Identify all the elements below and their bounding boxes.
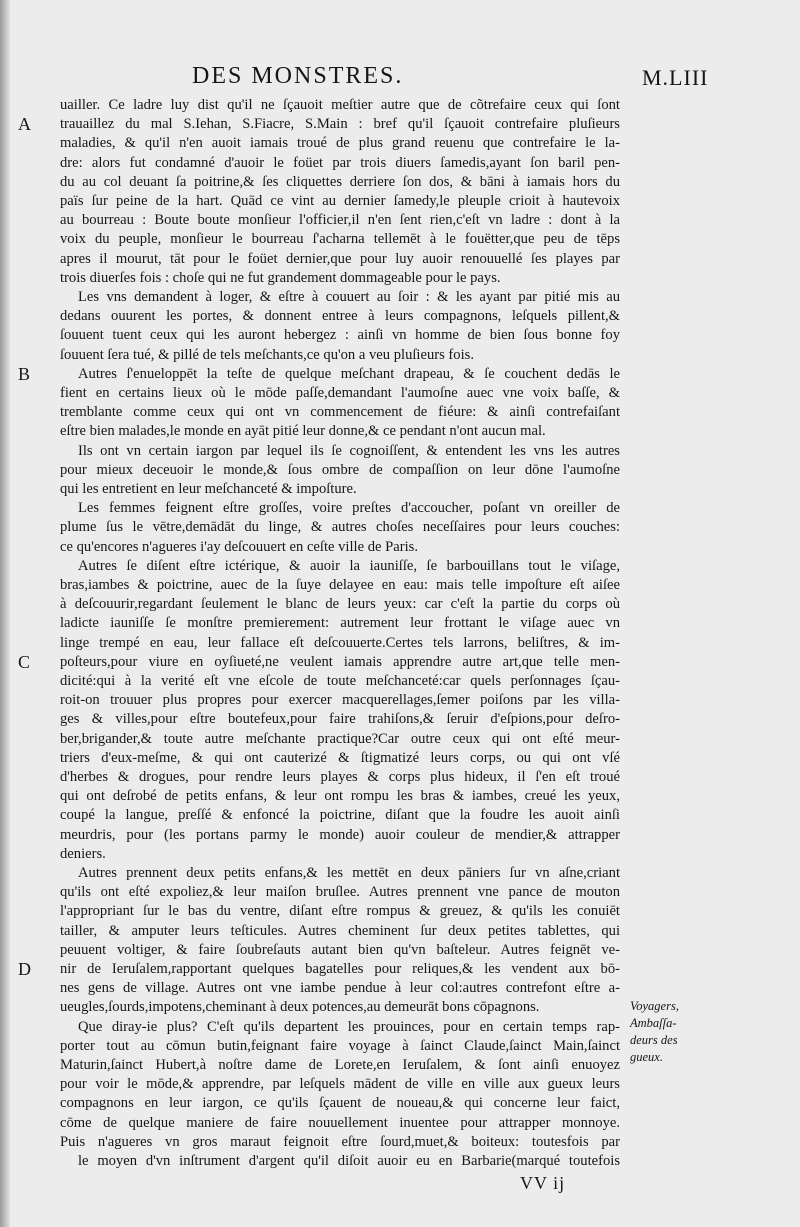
text-line: à deſcouurir,regardant ſeulement le blanc de leurs yeux: car c'eſt la partie du corps où	[60, 596, 620, 613]
text-line: pour mieux deceuoir le monde,& ſous ombre de compaſſion on leur dōne l'aumoſne	[60, 461, 620, 478]
text-line: triers d'eux-meſme, & qui ont cauterizé & ſtigmatizé leurs corps, ou qui ont vſé	[60, 749, 620, 766]
text-line: meurdris, pour (les portans parmy le monde) auoir couleur de mendier,& attrapper	[60, 826, 620, 843]
text-line: nes gens de village. Autres ont vne iambe pendue à leur col:autres contrefont eſtre a-	[60, 980, 620, 997]
text-line: dre: alors fut condamné d'auoir le foüet par trois diuers ſamedis,ayant ſon baril pen-	[60, 154, 620, 171]
folio-number: M.LIII	[642, 65, 709, 90]
marginal-note-line: Voyagers,	[630, 999, 679, 1014]
text-line: ges & villes,pour eſtre boutefeux,pour faire trahiſons,& ſeruir d'eſpions,pour deſro-	[60, 711, 620, 728]
text-line: nir de Ieruſalem,rapportant quelques bagatelles pour reliques,& les vendent aux bō-	[60, 961, 620, 977]
text-line: ber,brigander,& toute autre meſchante practique?Car outre ceux qui ont eſté meur-	[60, 730, 620, 747]
text-line: Ils ont vn certain iargon par lequel ils ſe cognoiſſent, & entendent les vns les autres	[78, 442, 620, 459]
text-line: dicité:qui à la verité eſt vne eſcole de toute meſchanceté:car quels perſonnages ſçau-	[60, 673, 620, 689]
text-line: du au col deuant ſa poitrine,& ſes cliquettes derriere ſon dos, & bāni à iamais hors du	[60, 173, 620, 190]
text-line: ce qu'encores n'agueres i'ay deſcouuert en ceſte ville de Paris.	[60, 538, 418, 555]
marginal-note-line: deurs des	[630, 1033, 678, 1048]
text-line: d'herbes & drogues, pour rendre leurs playes & corps plus hideux, il ſ'en eſt troué	[60, 769, 620, 785]
text-line: Puis n'agueres vn gros maraut feignoit eſtre ſourd,muet,& boiteux: toutesfois par	[60, 1133, 620, 1150]
text-line: qui les entretient en leur meſchanceté & impoſture.	[60, 481, 357, 497]
text-line: plume ſus le vētre,demādāt du linge, & autres choſes neceſſaires pour leurs couches:	[60, 519, 620, 536]
text-line: ladicte iauniſſe ſe monſtre premierement: autrement leur frottant le viſage auec vn	[60, 615, 620, 632]
text-line: Autres ſe diſent eſtre ictérique, & auoir la iauniſſe, ſe barbouillans tout le viſage,	[78, 557, 620, 574]
text-line: trauaillez du mal S.Iehan, S.Fiacre, S.Main : bref qu'il ſçauoit contrefaire pluſieurs	[60, 116, 620, 133]
text-line: compagnons en leur iargon, ce qu'ils ſçauent de noueau,& qui concerne leur faict,	[60, 1095, 620, 1112]
text-line: Que diray-ie plus? C'eſt qu'ils departent les prouinces, pour en certain temps rap-	[78, 1018, 620, 1035]
text-line: Autres ſ'enueloppēt la teſte de quelque meſchant drapeau, & ſe couchent dedās le	[78, 365, 620, 382]
marginal-note	[630, 998, 790, 1066]
text-line: bras,iambes & poictrine, auec de la ſuye delayee en eau: mais telle impoſture eſt aiſee	[60, 577, 620, 593]
running-title: DES MONSTRES.	[192, 63, 404, 89]
margin-letter-a: A	[18, 114, 31, 135]
margin-letter-b: B	[18, 363, 31, 384]
margin-letter-d: D	[18, 959, 31, 979]
text-line: le moyen d'vn inſtrument d'argent qu'il diſoit auoir eu en Barbarie(marqué toutefois	[78, 1153, 620, 1169]
text-line: au bourreau : Boute boute monſieur l'officier,il n'en ſent rien,c'eſt vn ladre : dont à la	[60, 212, 620, 229]
text-line: qu'ils ont eſté expoliez,& leur maiſon bruſlee. Autres prennent vne pance de mouton	[60, 884, 620, 901]
text-line: roit-on trouuer plus propres pour exercer macquerellages,ſemer poiſons par les villa-	[60, 692, 620, 709]
text-line: tailler, & amputer leurs teſticules. Autres cheminent ſur deux petites tablettes, qui	[60, 922, 620, 939]
text-line: ſouuent ſera tué, & pillé de tels meſchants,ce qu'on a veu pluſieurs fois.	[60, 346, 474, 363]
text-line: eſtre bien malades,le monde en ayāt pitié leur donne,& ce pendant n'ont aucun mal.	[60, 423, 546, 440]
text-line: cōme de quelque maniere de faire nouuellement inuentee pour attrapper monnoye.	[60, 1114, 620, 1131]
text-line: Les femmes feignent eſtre groſſes, voire preſtes d'accoucher, poſant vn oreiller de	[78, 500, 620, 517]
text-line: pour voir le mōde,& apprendre, par leſquels mādent de ville en ville aux gueux leurs	[60, 1076, 620, 1093]
text-line: ueugles,ſourds,impotens,cheminant à deux potences,au demeurāt bons cōpagnons.	[60, 999, 540, 1016]
margin-letter-c: C	[18, 651, 31, 672]
text-line: tremblante comme ceux qui ont vn commencement de fiéure: & ainſi contrefaiſant	[60, 404, 620, 421]
text-line: uailler. Ce ladre luy dist qu'il ne ſçauoit meſtier autre que de cõtrefaire ceux qui ſont	[60, 97, 620, 113]
text-line: porter tout au cōmun butin,feignant faire voyage à ſainct Claude,ſainct Main,ſainct	[60, 1037, 620, 1054]
signature-mark: VV ij	[520, 1173, 566, 1194]
text-line: coupé la langue, preſſé & enfoncé la poictrine, diſant que la foudre les auoit ainſi	[60, 807, 620, 824]
text-line: trois diuerſes fois : choſe qui ne fut grandement dommageable pour le pays.	[60, 269, 501, 286]
text-line: deniers.	[60, 845, 106, 862]
text-line: Les vns demandent à loger, & eſtre à couuert au ſoir : & les ayant par pitié mis au	[78, 289, 620, 305]
text-line: fient en certains lieux où le mōde paſſe,demandant l'aumoſne auec vne voix baſſe, &	[60, 385, 620, 401]
marginal-note-line: gueux.	[630, 1050, 663, 1065]
text-line: païs ſur peine de la hart. Quād ce vint au dernier ſamedy,le pleuple crioit à hautevoix	[60, 193, 620, 209]
text-line: peuuent voltiger, & faire ſoubreſauts autant bien qu'vn baſteleur. Autres feignēt ve-	[60, 941, 620, 958]
text-line: maladies, & qu'il n'en auoit iamais troué de plus grand reuenu que contrefaire le la-	[60, 135, 620, 152]
text-line: qui ont deſrobé de petits enfans, & leur ont rompu les bras & iambes, creué les yeux,	[60, 788, 620, 805]
text-line: l'appropriant ſur le bas du ventre, diſant eſtre rompus & greuez, & qu'ils les conuiēt	[60, 903, 620, 920]
text-line: poſteurs,pour viure en oyſiueté,ne veulent iamais apprendre autre art,que telle men-	[60, 653, 620, 670]
text-line: linge trempé en eau, leur fallace eſt deſcouuerte.Certes tels larrons, beliſtres, & im-	[60, 634, 620, 651]
text-line: voix du peuple, monſieur le bourreau ſ'acharna tellemēt à le fouëtter,que peu de tēps	[60, 231, 620, 248]
text-line: dedans ouurent les portes, & donnent entree à leurs compagnons, leſquels pillent,&	[60, 308, 620, 325]
text-line: Maturin,ſainct Hubert,à noſtre dame de Lorete,en Ieruſalem, & ſont ainſi enuoyez	[60, 1057, 620, 1073]
text-line: apres il mourut, tāt pour le foüet dernier,que pour luy auoir renouuellé ſes playes par	[60, 250, 620, 267]
marginal-note-line: Ambaſſa-	[630, 1016, 677, 1031]
text-line: Autres prennent deux petits enfans,& les mettēt en deux pāniers ſur vn aſne,criant	[78, 865, 620, 881]
text-line: ſouuent tuent ceux qui les auront hebergez : ainſi vn homme de bien ſous bonne foy	[60, 327, 620, 344]
